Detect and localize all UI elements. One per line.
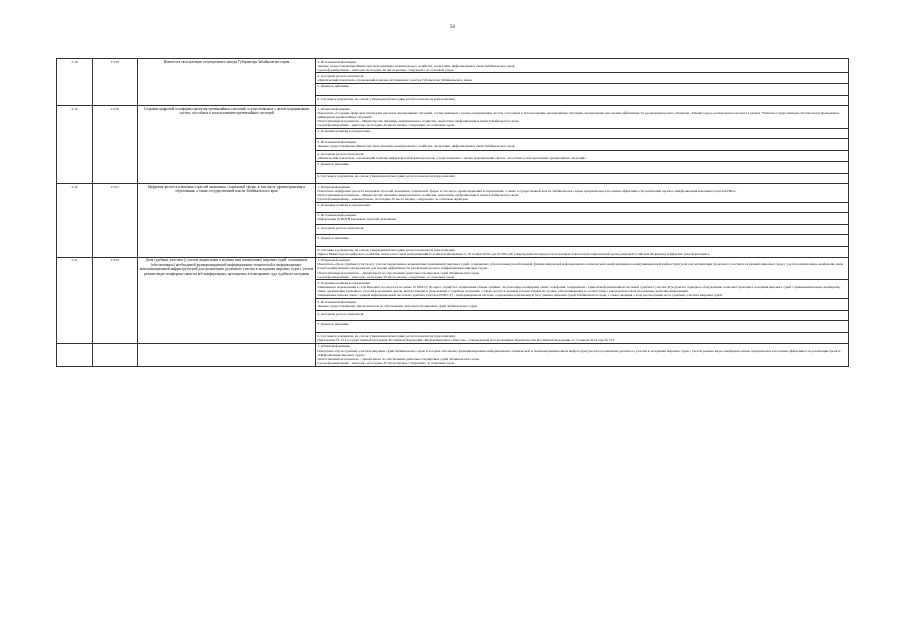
section-line: Защищенные каналы связи с единой информационной системой судебных участков (ЕИССУ) – информационная система, содержащая региональную базу данных мировых судей Забайкальского края, а также сведения о ходе рассмотрения дел в судебных участках мировых судей. (317, 293, 723, 298)
section-line: Сроки формирования – ежегодно, не позднее 20 числа месяца, следующего за отчетным годом. (317, 123, 455, 128)
section-line: Приложение № 33 к государственной программе Российской Федерации «Информационное общество», утвержденной постановлением Правительства Российской Федерации от 15 апреля 2014 года № 313. (317, 338, 615, 343)
indicator-section (316, 247, 849, 257)
section-line: Сроки формирования – ежегодно не позднее 20 числа месяца, следующего за отчетным годом. (317, 67, 455, 72)
indicator-code (93, 343, 138, 366)
indicator-section (316, 139, 849, 151)
table-row (57, 257, 849, 280)
section-line: 5. Оценка в динамике. (317, 162, 350, 167)
indicator-name: Цифровая зрелость ключевых отраслей экономики, социальной сферы, в том числе здравоохранения и образования, а также государственной власти Забайкальского края (138, 184, 316, 258)
section-line: 5. Оценка в динамике. (317, 321, 350, 326)
section-line: 1. Общая информация. (317, 184, 351, 189)
section-line: 2. Основные понятия и определения. (317, 203, 371, 208)
indicator-section (316, 151, 849, 161)
indicator-section (316, 128, 849, 138)
section-line: Данные, предоставляемые Министерством жилищно-коммунального хозяйства, энергетики, цифровизации и связи Забайкальского края. (317, 143, 516, 148)
section-line: 4. Алгоритм расчета показателя. (317, 311, 365, 316)
section-line: 3. Источники информации. (317, 139, 357, 144)
section-line: Показатель «Создание цифровой платформы проектов чрезвычайных ситуаций, осуществляемых с целью модернизации систем, способных к использованию чрезвычайных ситуаций» предназначен для оценки эффективности реализации проекта «Развитие «Умный город» регионального проекта в рамках "Единой государственной системы предупреждения и ликвидации чрезвычайных ситуаций". (317, 110, 840, 119)
section-line: «Фактический показатель, отражающий наличие цифровой платформы проектов, осуществляемых с целью модернизации систем, способных к использованию чрезвычайных ситуаций». (317, 155, 587, 160)
indicator-name: Создание цифровой платформы проектов чрезвычайных ситуаций, осуществляемых с целью модернизации систем, способных к использованию чрезвычайных ситуаций (138, 106, 316, 184)
section-line: «Фактический показатель, отражающий наличие ситуационного центра Губернатора Забайкальского края» (317, 78, 473, 83)
section-line: Показатель «Доля судебных участков мировых судей Забайкальского края, в которых обеспечено функционирование информационно-технической и телекоммуникационной инфраструктуры для организации удаленного участия в заседаниях мировых судов с учетом режима видео-конференц-связи» предназначен для оценки эффективности реализации проекта «Цифровизация мировых судов». (317, 348, 841, 357)
section-line: 4. Алгоритм расчета показателя. (317, 151, 365, 156)
indicator-section (316, 184, 849, 203)
section-line: 2. Основные понятия и определения. (317, 129, 371, 134)
table-row (57, 343, 849, 366)
section-line: Информация из ИОГВ ключевых отраслей экономики. (317, 217, 397, 222)
section-line: Сроки формирования – ежегодно, не позднее 20 числа месяца, следующего за отчетным годом. (317, 360, 455, 365)
page-number: 56 (450, 25, 455, 30)
section-line: Приказ Министерства цифрового развития, связи и массовых коммуникаций Российской Федерации от 18 ноября 2020 года № 600 «Об утверждении методик расчета целевых показателей национальной цели развития Российской Федерации «Цифровая трансформация»». (317, 252, 711, 256)
indicator-section (316, 173, 849, 183)
section-line: 5. Оценка в динамике. (317, 84, 350, 89)
indicator-section (316, 257, 849, 280)
indicator-section (316, 212, 849, 224)
indicator-section (316, 224, 849, 234)
section-line: 1. Общая информация. (317, 258, 351, 263)
indicator-code: ГУ19 (93, 59, 138, 106)
section-line: 3. Источники информации. (317, 59, 357, 64)
section-line: Сроки формирования – ежеквартально, не позднее 20 числа месяца, следующего за отчетным периодом. (317, 196, 469, 201)
indicator-section (316, 202, 849, 212)
table-row (57, 106, 849, 129)
indicator-section (316, 73, 849, 83)
section-line: Показатель «Доля судебных участков (с учетом закрепления в ведении ими помещениях) мировых судей, оснащенных (обеспеченных) необходимой функционирующей информационно-технической и информационно-коммуникационной инфраструктурой для организации удаленного участия в заседаниях мировых судов с учетом режима видео-конференц-связи на веб-конференциях» предназначен для оценки эффективности реализации проекта «Цифровизация мировых судов». (317, 262, 844, 271)
section-line: Защищенное подключение к сети Интернет на скорости не менее 10 Мбит/с; IP-адрес, тариф без ограничения объема трафика; система видео-конференц-связи; телефония, соединенная с единой информационной системой судебного участка. В результате серверное оборудование позволяет проводить заседания мировых судей с применением видео-конференц-связи; организация удаленного участия в заседании, вызов, вызов граждан и уведомление о судебном заседании, а также доступ к архивам и базам данных на уровне, обеспечивающем в соответствии с законодательством надлежащее хранение информации. (317, 285, 841, 294)
indicator-section (316, 343, 849, 366)
table-row (57, 184, 849, 203)
row-number: 5.20 (57, 184, 93, 258)
section-line: 6. Системы и документы, на основе утвержденной методики расчёта показателя (при наличии). (317, 96, 456, 101)
indicator-section (316, 311, 849, 321)
section-line: 4. Алгоритм расчета показателя. (317, 74, 365, 79)
section-line: 6. Системы и документы, на основе утвержденной методики расчета показателя (при наличии). (317, 247, 456, 252)
section-line: Ответственный исполнитель – Министерство жилищно-коммунального хозяйства, энергетики, цифровизации и связи Забайкальского края. (317, 192, 519, 197)
section-line: 2. Основные понятия и определения. (317, 280, 371, 285)
row-number: 5.19 (57, 106, 93, 184)
indicator-code: ГУ22 (93, 257, 138, 343)
section-line: 3. Источники информации. (317, 213, 357, 218)
section-line: 1. Общая информация. (317, 344, 351, 349)
indicator-section (316, 161, 849, 173)
indicator-code: ГУ20 (93, 106, 138, 184)
indicator-name: Доля судебных участков (с учетом закрепления в ведении ими помещениях) мировых судей, оснащенных (обеспеченных) необходимой функционирующей информационно-технической и информационно-коммуникационной инфраструктурой для организации удаленного участия в заседаниях мировых судов с учетом режима видео-конференц-связи на веб-конференциях, проводимых в помещениях суда судебного заседания (138, 257, 316, 343)
indicator-code: ГУ21 (93, 184, 138, 258)
row-number (57, 343, 93, 366)
section-line: Ответственный исполнитель – Министерство жилищно-коммунального хозяйства, энергетики, цифровизации и связи Забайкальского края. (317, 119, 519, 124)
indicator-section (316, 280, 849, 299)
section-line: 6. Системы и документы, на основе утвержденной методики расчета показателя (при наличии). (317, 174, 456, 179)
indicator-section (316, 83, 849, 95)
section-line: 4. Алгоритм расчета показателя. (317, 225, 365, 230)
indicator-section (316, 298, 849, 310)
section-line: Данные, предоставляемые Департаментом по обеспечению деятельности мировых судей Забайкальского края. (317, 303, 478, 308)
indicator-section (316, 96, 849, 106)
indicator-section (316, 235, 849, 247)
section-line: 5. Оценка в динамике. (317, 235, 350, 240)
indicator-section (316, 106, 849, 129)
indicator-name (138, 343, 316, 366)
row-number: 5.21 (57, 257, 93, 343)
section-line: 1. Общая информация. (317, 106, 351, 111)
indicator-section (316, 321, 849, 333)
section-line: Сроки формирования – ежегодно, не позднее 20 числа месяца, следующего за отчетным годом. (317, 274, 455, 279)
section-line: Данные, предоставляемые Министерством жилищно-коммунального хозяйства, энергетики, цифровизации и связи Забайкальского края. (317, 63, 516, 68)
section-line: Ответственный исполнитель – Департамент по обеспечению деятельности мировых судей Забайкальского края. (317, 356, 480, 361)
section-line: Ответственный исполнитель – Департамент по обеспечению деятельности мировых судей Забайкальского края. (317, 270, 480, 275)
indicator-section (316, 59, 849, 73)
table-row (57, 59, 849, 73)
indicator-section (316, 333, 849, 343)
indicator-name: Имеются в эксплуатации ситуационного центра Губернатора Забайкальского края (138, 59, 316, 106)
indicator-table (56, 58, 849, 367)
section-line: Показатель «Цифровая зрелость ключевых отраслей экономики, социальной сферы, в том числе здравоохранения и образования, а также государственной власти Забайкальского края» предназначен для оценки эффективности реализации проекта «Цифровизация ключевых отраслей ИКТ». (317, 188, 737, 193)
section-line: 3. Источники информации. (317, 299, 357, 304)
row-number: 5.18 (57, 59, 93, 106)
section-line: 6. Системы и документы, на основе утвержденной методики расчета показателя (при наличии). (317, 334, 456, 339)
